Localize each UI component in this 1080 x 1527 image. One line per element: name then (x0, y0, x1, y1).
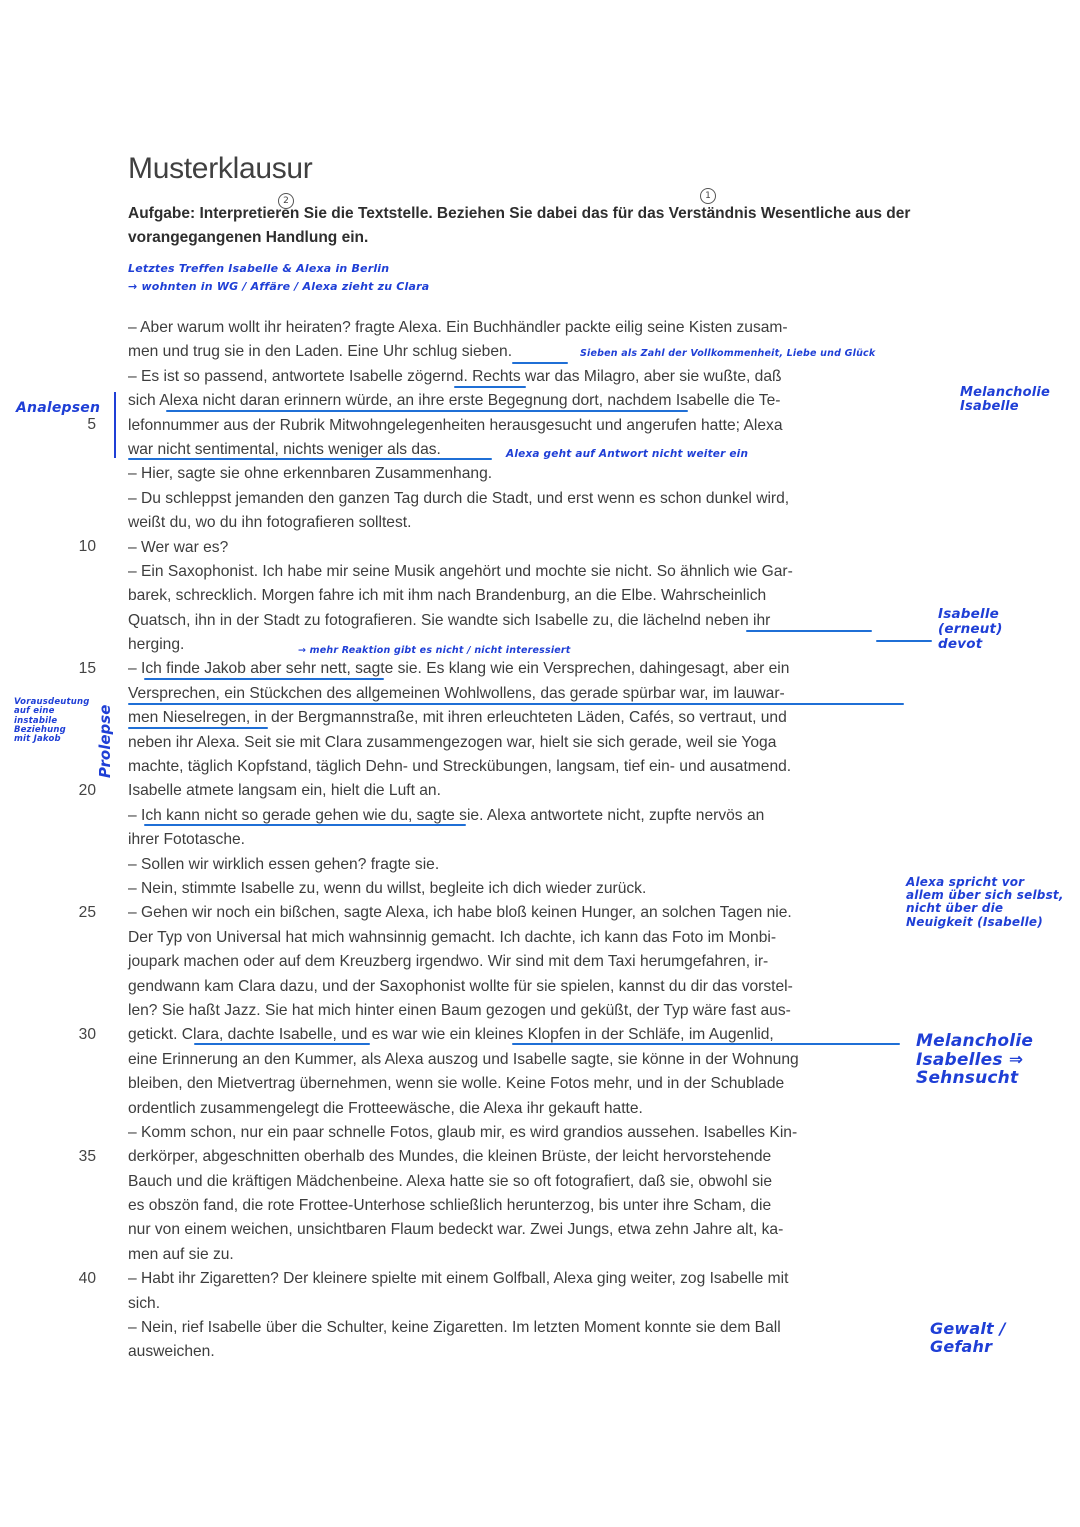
note-context-line2: → wohnten in WG / Affäre / Alexa zieht zu Clara (128, 280, 430, 293)
note-alexa-spricht: Alexa spricht vor allem über sich selbst, nicht über die Neuigkeit (Isabelle) (906, 875, 1064, 929)
line-number-10: 10 (78, 538, 96, 555)
text-line: joupark machen oder auf dem Kreuzberg irgendwo. Wir sind mit dem Taxi herumgefahren, ir- (128, 953, 769, 971)
text-line: – Ich finde Jakob aber sehr nett, sagte sie. Es klang wie ein Versprechen, dahingesagt, aber ein (128, 660, 790, 678)
text-line: – Nein, stimmte Isabelle zu, wenn du willst, begleite ich dich wieder zurück. (128, 879, 647, 897)
note-isabelle-devot: Isabelle (erneut) devot (938, 606, 1003, 652)
underline-jakob (144, 678, 384, 680)
text-line: weißt du, wo du ihn fotografieren solltest. (128, 514, 412, 532)
text-line (128, 1365, 900, 1389)
note-melancholie-sehnsucht: Melancholie Isabelles ⇒ Sehnsucht (916, 1031, 1034, 1089)
underline-klopfen (512, 1043, 900, 1045)
note-analepsen: Analepsen (16, 400, 101, 416)
text-line: eine Erinnerung an den Kummer, als Alexa auszog und Isabelle sagte, sie könne in der Wohnung (128, 1050, 799, 1068)
text-line: – Wer war es? (128, 538, 229, 556)
text-line: Der Typ von Universal hat mich wahnsinnig gemacht. Ich dachte, ich kann das Foto im Monbi- (128, 928, 777, 946)
underline-sieben (512, 362, 568, 364)
note-reaktion: → mehr Reaktion gibt es nicht / nicht interessiert (298, 645, 571, 656)
text-line: neben ihr Alexa. Seit sie mit Clara zusammengezogen war, hielt sie sich gerade, weil sie Yoga (128, 733, 777, 751)
text-line: getickt. Clara, dachte Isabelle, und es war wie ein kleines Klopfen in der Schläfe, im Augenlid, (128, 1026, 774, 1044)
note-melancholie-isabelle: Melancholie Isabelle (960, 385, 1051, 415)
text-line: men auf sie zu. (128, 1245, 234, 1263)
text-line: men Nieselregen, in der Bergmannstraße, mit ihren erleuchteten Läden, Cafés, so vertraut, und (128, 709, 787, 727)
text-line: – Du schleppst jemanden den ganzen Tag durch die Stadt, und erst wenn es schon dunkel wird, (128, 489, 790, 507)
text-line: – Habt ihr Zigaretten? Der kleinere spielte mit einem Golfball, Alexa ging weiter, zog Isabelle mit (128, 1270, 789, 1288)
analepsen-bracket (114, 392, 116, 458)
text-line: derkörper, abgeschnitten oberhalb des Mundes, die kleinen Brüste, der leicht hervorstehende (128, 1148, 772, 1166)
text-line: len? Sie haßt Jazz. Sie hat mich hinter einen Baum gezogen und geküßt, der Typ wäre fast aus- (128, 1001, 791, 1019)
note-gewalt-gefahr: Gewalt / Gefahr (930, 1319, 1006, 1356)
text-line: Bauch und die kräftigen Mädchenbeine. Alexa hatte sie so oft fotografiert, daß sie, obwohl sie (128, 1172, 773, 1190)
text-line: – Nein, rief Isabelle über die Schulter, keine Zigaretten. Im letzten Moment konnte sie dem Ball (128, 1319, 781, 1337)
text-line: sich Alexa nicht daran erinnern würde, an ihre erste Begegnung dort, nachdem Isabelle die Te- (128, 392, 781, 410)
text-line: nur von einem weichen, unsichtbaren Flaum bedeckt war. Zwei Jungs, etwa zehn Jahre alt, ka- (128, 1221, 784, 1239)
text-line: – Es ist so passend, antwortete Isabelle zögernd. Rechts war das Milagro, aber sie wußte, daß (128, 367, 782, 385)
text-line: – Ein Saxophonist. Ich habe mir seine Musik angehört und mochte sie nicht. So ähnlich wie Gar- (128, 562, 793, 580)
line-number-5: 5 (87, 416, 96, 433)
note-sieben: Sieben als Zahl der Vollkommenheit, Liebe und Glück (580, 348, 876, 359)
page-title: Musterklausur (128, 152, 313, 185)
text-line: ausweichen. (128, 1343, 215, 1361)
text-line: gendwann kam Clara dazu, und der Saxophonist wollte für sie spielen, kannst du dir das vorstel- (128, 977, 793, 995)
line-number-20: 20 (78, 782, 96, 799)
underline-laechelnd (746, 630, 872, 632)
underline-erinnerung (166, 410, 688, 412)
text-line: Quatsch, ihn in der Stadt zu fotografieren. Sie wandte sich Isabelle zu, die lächelnd neben ihr (128, 611, 771, 629)
text-line: – Gehen wir noch ein bißchen, sagte Alexa, ich habe bloß keinen Hunger, an solchen Tagen nie. (128, 904, 792, 922)
text-line: – Komm schon, nur ein paar schnelle Fotos, glaub mir, es wird grandios aussehen. Isabelles Kin- (128, 1123, 798, 1141)
text-line: – Aber warum wollt ihr heiraten? fragte Alexa. Ein Buchhändler packte eilig seine Kisten zusam- (128, 319, 788, 336)
text-line: war nicht sentimental, nichts weniger als das. (128, 440, 441, 458)
text-line: ordentlich zusammengelegt die Frotteewäsche, die Alexa ihr gekauft hatte. (128, 1099, 643, 1117)
underline-gerade (144, 824, 466, 826)
underline-nieselregen (128, 727, 268, 729)
task-instruction: Aufgabe: Interpretieren Sie die Textstelle. Beziehen Sie dabei das für das Verständnis Wesentliche aus der vorangegangenen Handlung ein. (128, 205, 911, 246)
line-number-35: 35 (78, 1148, 96, 1165)
line-number-30: 30 (78, 1026, 96, 1043)
note-vorausdeutung: Vorausdeutung auf eine instabile Beziehung mit Jakob (14, 697, 90, 745)
text-line: Versprechen, ein Stückchen des allgemeinen Wohlwollens, das gerade spürbar war, im lauwar- (128, 684, 785, 702)
text-line: barek, schrecklich. Morgen fahre ich mit ihm nach Brandenburg, an die Elbe. Wahrscheinlich (128, 587, 767, 605)
excerpt-text (128, 316, 900, 1389)
note-context-line1: Letztes Treffen Isabelle & Alexa in Berlin (128, 262, 390, 275)
line-number-25: 25 (78, 904, 96, 921)
note-alexa-antwort: Alexa geht auf Antwort nicht weiter ein (506, 448, 749, 460)
text-line: sich. (128, 1294, 161, 1312)
text-line: – Ich kann nicht so gerade gehen wie du, sagte sie. Alexa antwortete nicht, zupfte nervös an (128, 806, 765, 824)
text-line: machte, täglich Kopfstand, täglich Dehn- und Streckübungen, langsam, tief ein- und ausatmend. (128, 758, 792, 776)
underline-devot-line (876, 640, 932, 642)
note-prolepse: Prolepse (96, 704, 114, 778)
text-line: Isabelle atmete langsam ein, hielt die Luft an. (128, 782, 441, 800)
text-line: – Sollen wir wirklich essen gehen? fragte sie. (128, 855, 440, 873)
underline-zoegernd (454, 386, 526, 388)
text-line: lefonnummer aus der Rubrik Mitwohngelegenheiten herausgesucht und angerufen hatte; Alexa (128, 416, 783, 434)
text-line: – Hier, sagte sie ohne erkennbaren Zusammenhang. (128, 465, 493, 483)
line-number-15: 15 (78, 660, 96, 677)
underline-versprechen (128, 703, 904, 705)
text-line: men und trug sie in den Laden. Eine Uhr schlug sieben. (128, 343, 513, 361)
text-line: herging. (128, 636, 185, 654)
text-line: ihrer Fototasche. (128, 831, 246, 849)
underline-clara (194, 1043, 370, 1045)
text-line: es obszön fand, die rote Frottee-Unterhose schließlich herunterzog, bis unter ihre Scham, die (128, 1197, 772, 1215)
line-number-40: 40 (78, 1270, 96, 1287)
circled-number-1: 1 (700, 188, 716, 204)
circled-number-2: 2 (278, 193, 294, 209)
text-line: bleiben, den Mietvertrag übernehmen, wenn sie wolle. Keine Fotos mehr, und in der Schublade (128, 1075, 785, 1093)
underline-sentimental (128, 458, 492, 460)
